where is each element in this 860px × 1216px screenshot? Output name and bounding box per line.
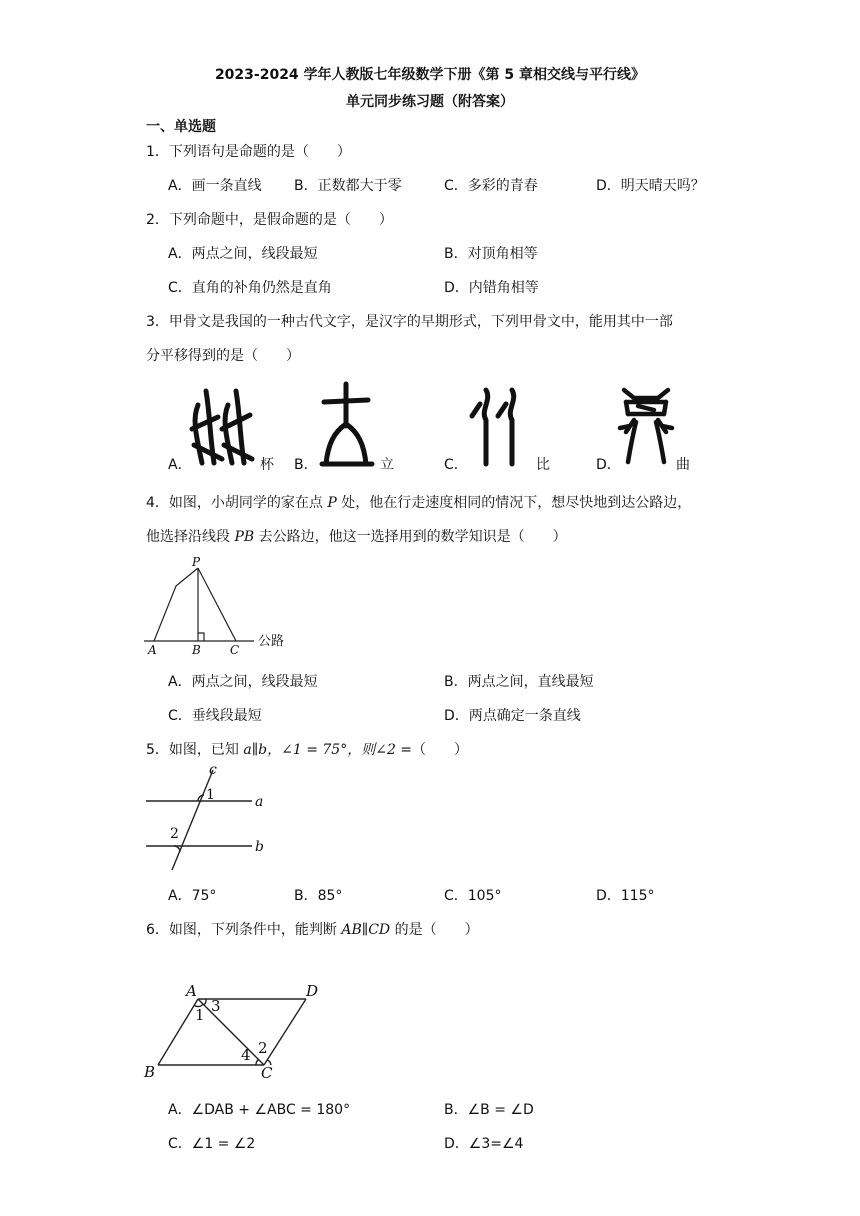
q3-option-c-letter: C．	[444, 457, 468, 473]
document-title-line1: 2023-2024 学年人教版七年级数学下册《第 5 章相交线与平行线》	[214, 67, 646, 83]
q1-option-c: C．多彩的青春	[444, 178, 538, 194]
q2-option-d: D．内错角相等	[444, 280, 539, 296]
question-4-stem-line2: 他选择沿线段 PB 去公路边，他这一选择用到的数学知识是（ ）	[146, 529, 567, 545]
q5-label-b: b	[255, 839, 264, 855]
q5-label-2: 2	[170, 826, 179, 842]
q1-option-d: D．明天晴天吗？	[596, 178, 705, 194]
q6-label-b: B	[144, 1063, 156, 1081]
q6-option-c: C．∠1 = ∠2	[168, 1136, 256, 1152]
q5-label-a: a	[255, 794, 264, 810]
q5-label-1: 1	[206, 787, 215, 803]
q6-label-d: D	[306, 982, 319, 1000]
q4-option-c: C．垂线段最短	[168, 708, 262, 724]
q2-option-a: A．两点之间，线段最短	[168, 246, 318, 262]
q6-label-c: C	[261, 1064, 273, 1082]
q5-option-c: C．105°	[444, 888, 502, 904]
q5-option-a: A．75°	[168, 888, 217, 904]
q6-option-d: D．∠3=∠4	[444, 1136, 524, 1152]
q5-label-c: c	[209, 762, 217, 778]
q3-option-d-glyph	[616, 384, 676, 466]
q6-option-b: B．∠B = ∠D	[444, 1102, 534, 1118]
q6-option-a: A．∠DAB + ∠ABC = 180°	[168, 1102, 351, 1118]
q1-option-b: B．正数都大于零	[294, 178, 402, 194]
q5-figure	[140, 762, 280, 874]
q3-option-d-char: 曲	[676, 457, 690, 473]
document-title-line2: 单元同步练习题（附答案）	[346, 94, 514, 110]
q6-label-1: 1	[195, 1006, 205, 1024]
q3-option-d-letter: D．	[596, 457, 621, 473]
q6-label-2: 2	[258, 1039, 268, 1057]
q2-option-b: B．对顶角相等	[444, 246, 538, 262]
q2-option-c: C．直角的补角仍然是直角	[168, 280, 332, 296]
q4-label-c: C	[230, 643, 240, 657]
question-2-stem: 2．下列命题中，是假命题的是（ ）	[146, 212, 393, 228]
q4-option-b: B．两点之间，直线最短	[444, 674, 594, 690]
question-5-stem: 5．如图，已知 a∥b，∠1 = 75°，则∠2 =（ ）	[146, 742, 469, 758]
q3-option-b-char: 立	[380, 457, 394, 473]
q4-label-b: B	[192, 643, 201, 657]
q6-label-a: A	[186, 982, 197, 1000]
q6-label-3: 3	[211, 997, 221, 1015]
question-3-stem-line1: 3．甲骨文是我国的一种古代文字，是汉字的早期形式，下列甲骨文中，能用其中一部	[146, 314, 673, 330]
q5-option-d: D．115°	[596, 888, 655, 904]
section-heading: 一、单选题	[146, 119, 216, 135]
q1-option-a: A．画一条直线	[168, 178, 262, 194]
q3-option-c-glyph	[466, 386, 530, 468]
q4-label-p: P	[192, 555, 201, 569]
q5-option-b: B．85°	[294, 888, 343, 904]
q4-figure	[140, 552, 300, 662]
q4-label-a: A	[148, 643, 157, 657]
q4-label-road: 公路	[258, 634, 285, 649]
q6-label-4: 4	[241, 1046, 251, 1064]
question-6-stem: 6．如图，下列条件中，能判断 AB∥CD 的是（ ）	[146, 922, 479, 938]
q3-option-c-char: 比	[536, 457, 550, 473]
question-3-stem-line2: 分平移得到的是（ ）	[146, 348, 300, 364]
question-1-stem: 1．下列语句是命题的是（ ）	[146, 144, 351, 160]
q3-option-a-char: 杯	[260, 457, 274, 473]
q4-option-d: D．两点确定一条直线	[444, 708, 581, 724]
q3-option-a-glyph	[188, 385, 268, 470]
q3-option-b-letter: B．	[294, 457, 318, 473]
q6-figure	[140, 978, 340, 1084]
q4-option-a: A．两点之间，线段最短	[168, 674, 318, 690]
question-4-stem-line1: 4．如图，小胡同学的家在点 P 处，他在行走速度相同的情况下，想尽快地到达公路边，	[146, 495, 692, 511]
q3-option-b-glyph	[316, 380, 378, 468]
q3-option-a-letter: A．	[168, 457, 192, 473]
